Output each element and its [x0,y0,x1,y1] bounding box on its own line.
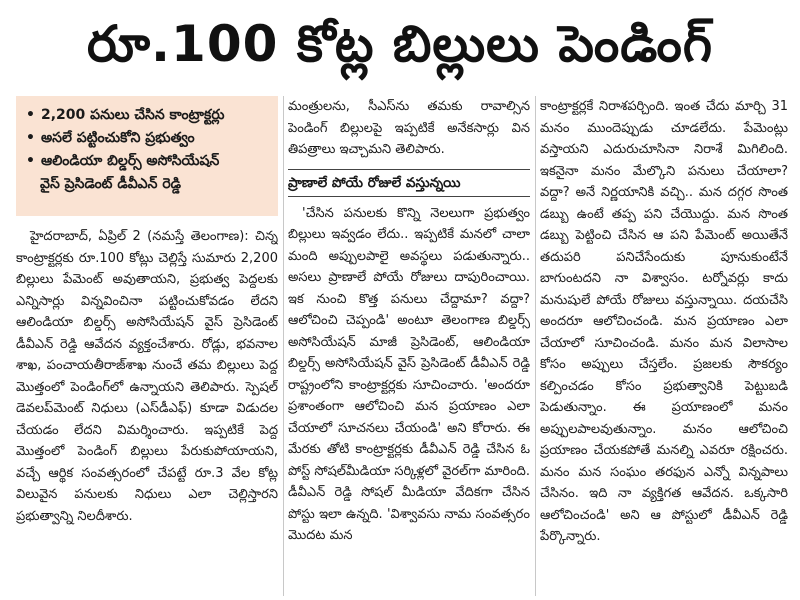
highlight-item: • 2,200 పనులు చేసిన కాంట్రాక్టర్లు [26,104,268,127]
column-divider [535,96,536,596]
article-column-1 [16,226,278,594]
article-column-3 [540,96,788,596]
headline: రూ.100 కోట్ల బిల్లులు పెండింగ్ [87,15,713,73]
article-paragraph: 'చేసిన పనులకు కొన్ని నెలలుగా ప్రభుత్వం బిల్లులు ఇవ్వడం లేదు.. ఇప్పటికే మనలో చాలా మంది అప్పులపాలై అవస్థలు పడుతున్నారు.. అసలు ప్రాణాలే పోయే రోజులు దాపురించాయి. ఇక నుంచి కొత్త పనులు చేద్దామా? వద్దా? ఆలోచించి చెప్పండి' అంటూ తెలంగాణ బిల్డర్స్ అసోసియేషన్ మాజీ ప్రెసిడెంట్, ఆలిండియా బిల్డర్స్ అసోసియేషన్ వైస్ ప్రెసిడెంట్ డీవీఎన్ రెడ్డి రాష్ట్రంలోని కాంట్రాక్టర్లకు సూచించారు. 'అందరూ ప్రశాంతంగా ఆలోచించి మన ప్రయాణం ఎలా చేయాలో సూచనలు చేయండి' అని కోరారు. ఈ మేరకు తోటి కాంట్రాక్టర్లకు డీవీఎన్ రెడ్డి చేసిన ఓ పోస్ట్ సోషల్‌మీడియా సర్కిళ్లలో వైరల్‌గా మారింది. డీవీఎన్ రెడ్డి సోషల్ మీడియా వేదికగా చేసిన పోస్టు ఇలా ఉన్నది. 'విశ్వావసు నామ సంవత్సరం మొదట మన [288,205,530,543]
column-divider [283,96,284,596]
article-paragraph: కాంట్రాక్టర్లకే నిరాశపర్చింది. ఇంత చేదు మార్చి 31 మనం ముందెప్పుడు చూడలేదు. పేమెంట్లు వస్తాయని ఎదురుచూసినా నిరాశే మిగిలింది. ఇకనైనా మనం మేల్కొని పనులు చేయాలా? వద్దా? అనే నిర్ణయానికి వచ్చి.. మన దగ్గర సొంత డబ్బు ఉంటే తప్ప పని చేయొద్దు. మన సొంత డబ్బు పెట్టించి చేసిన ఆ పని పేమెంట్ అయితేనే తదుపరి పనిచేసేందుకు పూనుకుంటేనే బాగుంటదని నా విశ్వాసం. టర్నోవర్లు కాదు మనుషులే పోయే రోజులు వస్తున్నాయి. దయచేసి అందరూ ఆలోచించండి. మన ప్రయాణం ఎలా చేయాలో సూచించండి. మనం మన విలాసాల కోసం అప్పులు చేస్తలేం. ప్రజలకు సౌకర్యం కల్పించడం కోసం ప్రభుత్వానికి పెట్టుబడి పెడుతున్నాం. ఈ ప్రయాణంలో మనం అప్పులపాలవుతున్నాం. మనం ఆలోచించి ప్రయాణం చేయకపోతే మనల్ని ఎవరూ రక్షించరు. మనం మన సంఘం తరఫున ఎన్నో విన్నపాలు చేసినం. ఇది నా వ్యక్తిగత ఆవేదన. ఒక్కసారి ఆలోచించండి' అని ఆ పోస్టులో డీవీఎన్ రెడ్డి పేర్కొన్నారు. [540,99,788,544]
highlight-item: • అసలే పట్టించుకోని ప్రభుత్వం [26,127,268,150]
article-column-2 [288,96,530,596]
highlights-box [16,96,278,216]
highlight-item: • ఆలిండియా బిల్డర్స్ అసోసియేషన్ [26,150,268,173]
article-paragraph: హైదరాబాద్, ఏప్రిల్ 2 (నమస్తే తెలంగాణ): చిన్న కాంట్రాక్టర్లకు రూ.100 కోట్లు చెల్లిస్తే సుమారు 2,200 బిల్లులు పేమెంట్ అవుతాయని, ప్రభుత్వ పెద్దలకు ఎన్నిసార్లు విన్నవించినా పట్టించుకోవడం లేదని ఆలిండియా బిల్డర్స్ అసోసియేషన్ వైస్ ప్రెసిడెంట్ డీవీఎన్ రెడ్డి ఆవేదన వ్యక్తంచేశారు. రోడ్లు, భవనాల శాఖ, పంచాయతీరాజ్‌శాఖ నుంచే తమ బిల్లులు పెద్ద మొత్తంలో పెండింగ్‌లో ఉన్నాయని తెలిపారు. స్పెషల్ డెవలప్‌మెంట్ నిధులు (ఎస్‌డీఎఫ్) కూడా విడుదల చేయడం లేదని విమర్శించారు. ఇప్పటికే పెద్ద మొత్తంలో పెండింగ్ బిల్లులు పేరుకుపోయాయని, వచ్చే ఆర్థిక సంవత్సరంలో చేపట్టే రూ.3 వేల కోట్ల విలువైన పనులకు నిధులు ఎలా చెల్లిస్తారని ప్రభుత్వాన్ని నిలదీశారు. [16,229,278,524]
highlight-item-continuation: వైస్ ప్రెసిడెంట్ డీవీఎన్ రెడ్డి [40,176,181,192]
article-paragraph: మంత్రులను, సీఎస్‌ను తమకు రావాల్సిన పెండింగ్ బిల్లులపై ఇప్పటికే అనేకసార్లు విన తిపత్రాలు ఇచ్చామని తెలిపారు. [288,99,530,157]
subheading: ప్రాణాలే పోయే రోజులే వస్తున్నయి [288,169,530,197]
